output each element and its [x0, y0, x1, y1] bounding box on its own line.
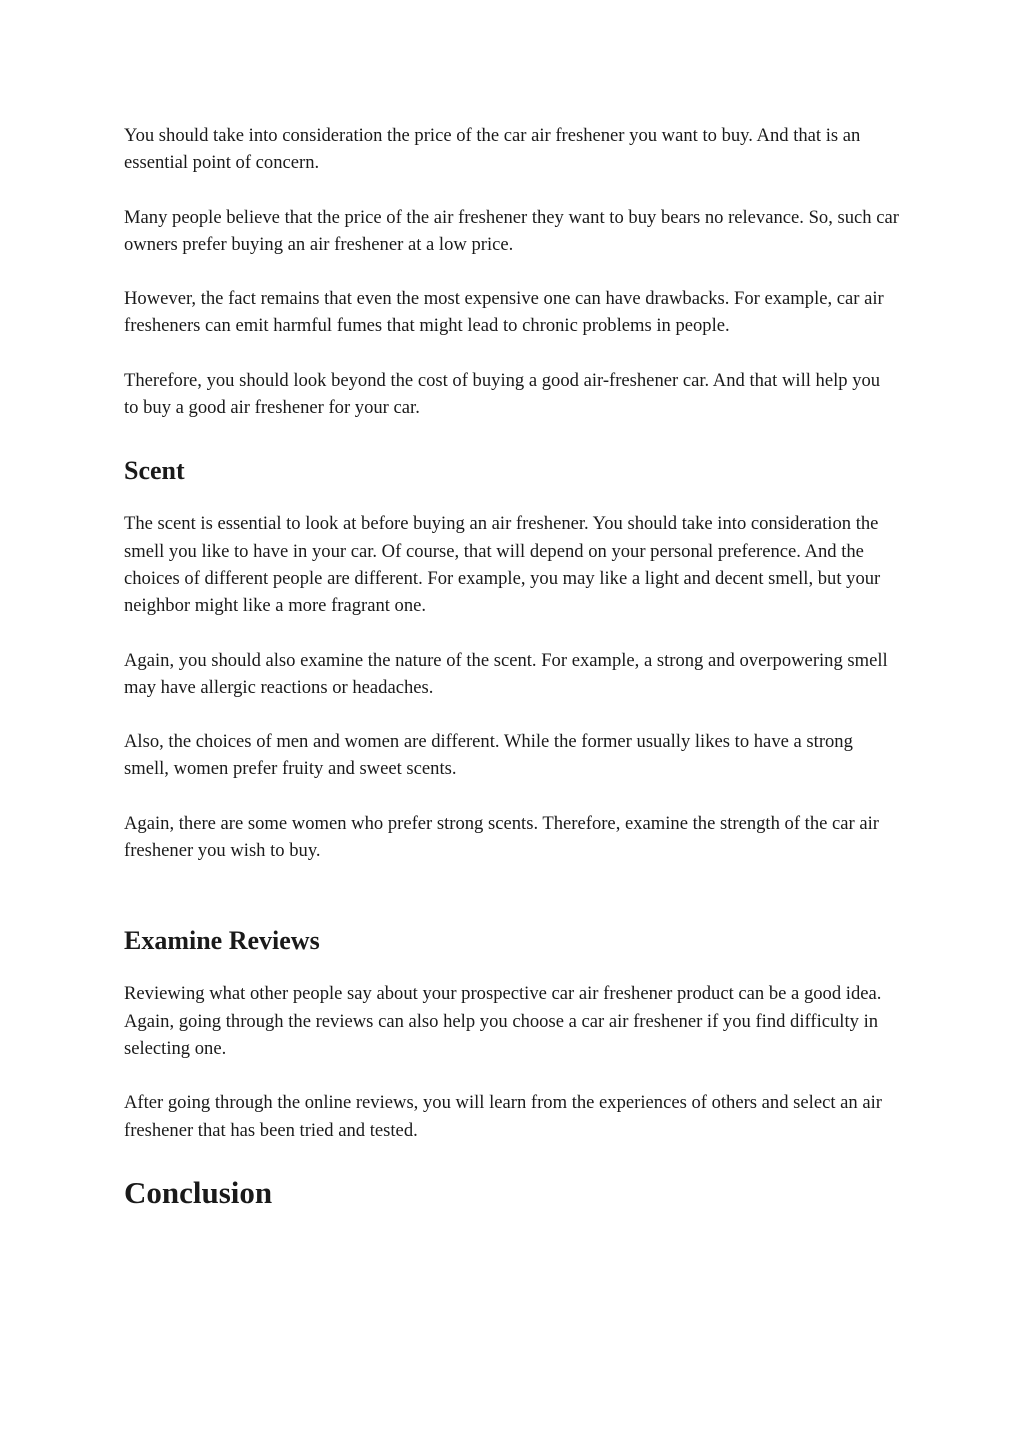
- intro-paragraph-2: Many people believe that the price of the air freshener they want to buy bears no relevance. So, such car owners prefer buying an air freshener at a low price.: [124, 206, 899, 255]
- scent-paragraph-2: Again, you should also examine the nature of the scent. For example, a strong and overpowering smell may have allergic reactions or headaches.: [124, 649, 888, 698]
- conclusion-heading: Conclusion: [124, 1174, 273, 1210]
- intro-paragraph-3: However, the fact remains that even the most expensive one can have drawbacks. For example, car air fresheners can emit harmful fumes that might lead to chronic problems in people.: [124, 288, 884, 337]
- intro-paragraph-4: Therefore, you should look beyond the cost of buying a good air-freshener car. And that will help you to buy a good air freshener for your car.: [124, 369, 881, 419]
- reviews-paragraph-2: After going through the online reviews, you will learn from the experiences of others and select an air freshener that has been tried and tested.: [124, 1092, 882, 1141]
- reviews-heading: Examine Reviews: [124, 926, 320, 956]
- intro-paragraph-1: You should take into consideration the price of the car air freshener you want to buy. And that is an essential point of concern.: [124, 125, 861, 174]
- reviews-paragraph-1: Reviewing what other people say about your prospective car air freshener product can be a good idea. Again, going through the reviews can also help you choose a car air freshener if you find difficulty in selecting one.: [124, 983, 882, 1059]
- scent-paragraph-3: Also, the choices of men and women are different. While the former usually likes to have a strong smell, women prefer fruity and sweet scents.: [124, 731, 853, 780]
- document-page: [124, 122, 899, 1212]
- scent-paragraph-1: The scent is essential to look at before buying an air freshener. You should take into consideration the smell you like to have in your car. Of course, that will depend on your personal preference. And the choices of different people are different. For example, you may like a light and decent smell, but your neighbor might like a more fragrant one.: [124, 513, 881, 617]
- scent-paragraph-4: Again, there are some women who prefer strong scents. Therefore, examine the strength of the car air freshener you wish to buy.: [124, 812, 879, 862]
- scent-heading: Scent: [124, 456, 185, 486]
